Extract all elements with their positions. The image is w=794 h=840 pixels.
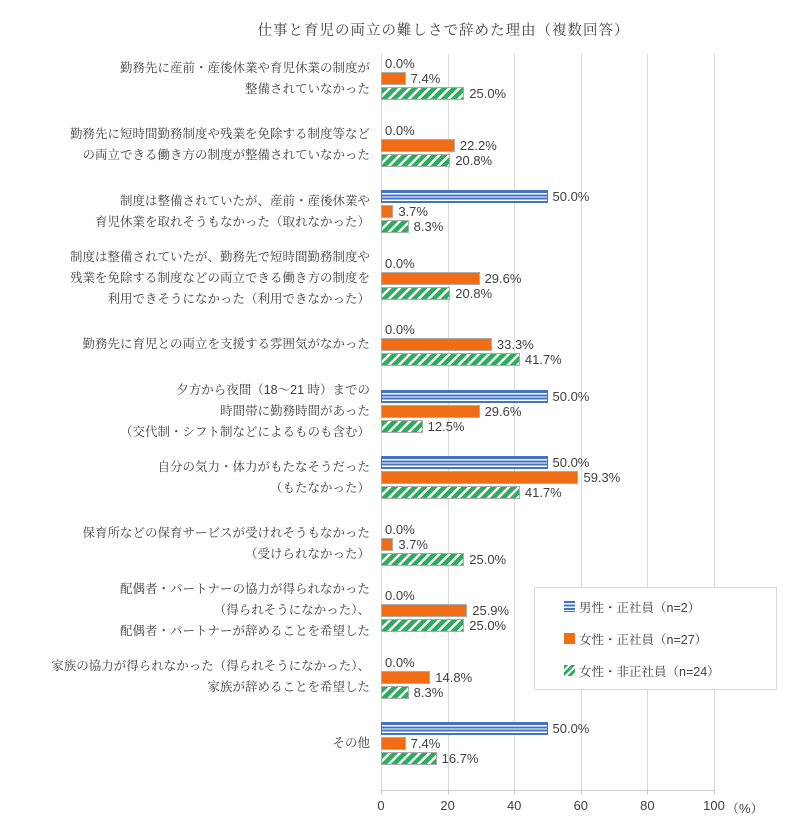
legend-item-male-regular [564,598,776,616]
x-tick-label: 100 [703,798,725,813]
data-label: 7.4% [410,736,441,751]
category-label: 勤務先に育児との両立を支援する雰囲気がなかった [82,337,370,351]
bar-line [381,287,794,300]
data-label: 50.0% [552,189,590,204]
data-label: 7.4% [410,71,441,86]
data-label: 20.8% [455,285,493,301]
bar-group [381,122,794,169]
bar-line [381,205,794,218]
data-label: 0.0% [385,56,415,71]
bar-line [381,737,794,750]
bar-series-1 [381,737,406,750]
bar-line [381,272,794,285]
bar-group [381,188,794,235]
data-label: 14.8% [435,669,473,685]
x-tick-label: 80 [640,798,655,813]
data-label: 16.7% [441,751,479,766]
chart-row [0,521,794,588]
bar-series-2 [381,486,520,499]
bar-series-0 [381,722,548,735]
legend-swatch-orange-solid-icon [564,633,575,644]
data-label: 3.7% [398,536,428,552]
axis-tick [581,790,582,794]
bar-line [381,338,794,351]
data-label: 29.6% [484,403,522,419]
data-label: 8.3% [413,219,444,234]
data-label: 25.0% [469,551,507,567]
bar-series-2 [381,420,423,433]
bar-line [381,390,794,403]
category-label: その他 [332,736,370,750]
bar-line [381,523,794,536]
bar-series-2 [381,686,409,699]
chart-row [0,55,794,122]
bar-series-0 [381,390,548,403]
bar-series-1 [381,272,480,285]
axis-tick [381,790,382,794]
legend [534,587,777,690]
legend-label: 女性・非正社員（n=24） [579,664,720,679]
data-label: 0.0% [385,588,415,603]
data-label: 25.9% [472,603,510,618]
bar-series-1 [381,72,406,85]
data-label: 41.7% [524,352,562,367]
bar-line [381,722,794,735]
category-label: 配偶者・パートナーの協力が得られなかった （得られそうになかった）、 配偶者・パートナーが辞めることを希望した [119,582,370,638]
bar-series-1 [381,139,455,152]
bar-line [381,190,794,203]
bar-line [381,323,794,336]
x-tick-label: 0 [377,798,385,813]
bar-series-1 [381,205,393,218]
category-label: 勤務先に産前・産後休業や育児休業の制度が 整備されていなかった [119,60,370,96]
data-label: 50.0% [552,721,590,736]
bar-line [381,57,794,70]
bar-group [381,321,794,368]
bar-series-2 [381,87,464,100]
data-label: 0.0% [385,654,415,670]
axis-tick [448,790,449,794]
bar-series-1 [381,538,393,551]
bar-series-2 [381,619,464,632]
axis-tick [514,790,515,794]
legend-swatch-blue-stripes-icon [564,601,575,612]
bar-group [381,720,794,767]
bar-series-1 [381,604,467,617]
x-tick-label: 60 [573,798,589,813]
bar-line [381,87,794,100]
chart-title: 仕事と育児の両立の難しさで辞めた理由（複数回答） [257,23,630,39]
legend-item-female-regular [564,630,776,648]
bar-series-2 [381,752,437,765]
data-label: 25.0% [469,86,507,101]
chart-row [0,321,794,388]
bar-series-1 [381,471,578,484]
data-label: 33.3% [496,337,534,352]
bar-series-1 [381,405,480,418]
bar-group [381,454,794,501]
data-label: 29.6% [484,270,522,286]
data-label: 12.5% [427,418,465,434]
data-label: 59.3% [583,470,621,485]
legend-swatch-green-hatch-icon [564,665,575,676]
chart-row [0,382,794,455]
data-label: 0.0% [385,122,415,138]
data-label: 25.0% [469,618,507,633]
bar-line [381,538,794,551]
x-tick-label: 40 [506,798,522,813]
bar-line [381,72,794,85]
x-axis-line [381,790,715,791]
category-label: 制度は整備されていたが、勤務先で短時間勤務制度や 残業を免除する制度などの両立できる働き方の制度を 利用できそうになかった（利用できなかった） [69,249,370,306]
bar-series-2 [381,353,520,366]
bar-series-2 [381,553,464,566]
bar-line [381,471,794,484]
category-label: 家族の協力が得られなかった（得られそうになかった）、 家族が辞めることを希望した [51,659,370,694]
bar-line [381,486,794,499]
chart-row [0,249,794,322]
bar-series-2 [381,220,409,233]
x-axis-unit-label: （%） [726,801,764,816]
data-label: 3.7% [398,204,428,219]
chart-row [0,188,794,255]
bar-series-0 [381,190,548,203]
axis-tick [647,790,648,794]
bar-group [381,55,794,102]
data-label: 22.2% [459,137,497,153]
legend-label: 女性・正社員（n=27） [579,632,708,647]
bar-line [381,752,794,765]
data-label: 0.0% [385,255,415,271]
data-label: 0.0% [385,521,415,537]
category-label: 制度は整備されていたが、産前・産後休業や 育児休業を取れそうもなかった（取れなかった） [94,193,370,229]
bar-line [381,353,794,366]
data-label: 8.3% [413,684,444,700]
category-label: 自分の気力・体力がもたなそうだった （もたなかった） [157,459,370,495]
bar-line [381,456,794,469]
x-tick-label: 20 [440,798,455,813]
bar-line [381,553,794,566]
legend-label: 男性・正社員（n=2） [579,600,701,615]
chart-row [0,122,794,189]
bar-line [381,220,794,233]
bar-line [381,257,794,270]
chart-row [0,720,794,787]
data-label: 0.0% [385,322,415,337]
bar-group [381,255,794,302]
bar-series-1 [381,671,430,684]
legend-item-female-nonregular [564,662,776,680]
bar-group [381,388,794,435]
bar-series-1 [381,338,492,351]
category-label: 勤務先に短時間勤務制度や残業を免除する制度等など の両立できる働き方の制度が整備されていなかった [69,127,370,162]
bar-line [381,124,794,137]
category-label: 夕方から夜間（18～21 時）までの 時間帯に勤務時間があった （交代制・シフト制などによるものも含む） [119,382,370,439]
axis-tick [714,790,715,794]
bar-group [381,521,794,568]
bar-line [381,405,794,418]
bar-line [381,420,794,433]
chart-row [0,454,794,521]
bar-line [381,154,794,167]
bar-series-2 [381,287,450,300]
data-label: 20.8% [455,152,493,168]
data-label: 41.7% [524,485,562,500]
data-label: 50.0% [552,455,590,470]
category-label: 保育所などの保育サービスが受けれそうもなかった （受けられなかった） [82,526,370,561]
bar-line [381,139,794,152]
bar-series-2 [381,154,450,167]
bar-series-0 [381,456,548,469]
data-label: 50.0% [552,388,590,404]
